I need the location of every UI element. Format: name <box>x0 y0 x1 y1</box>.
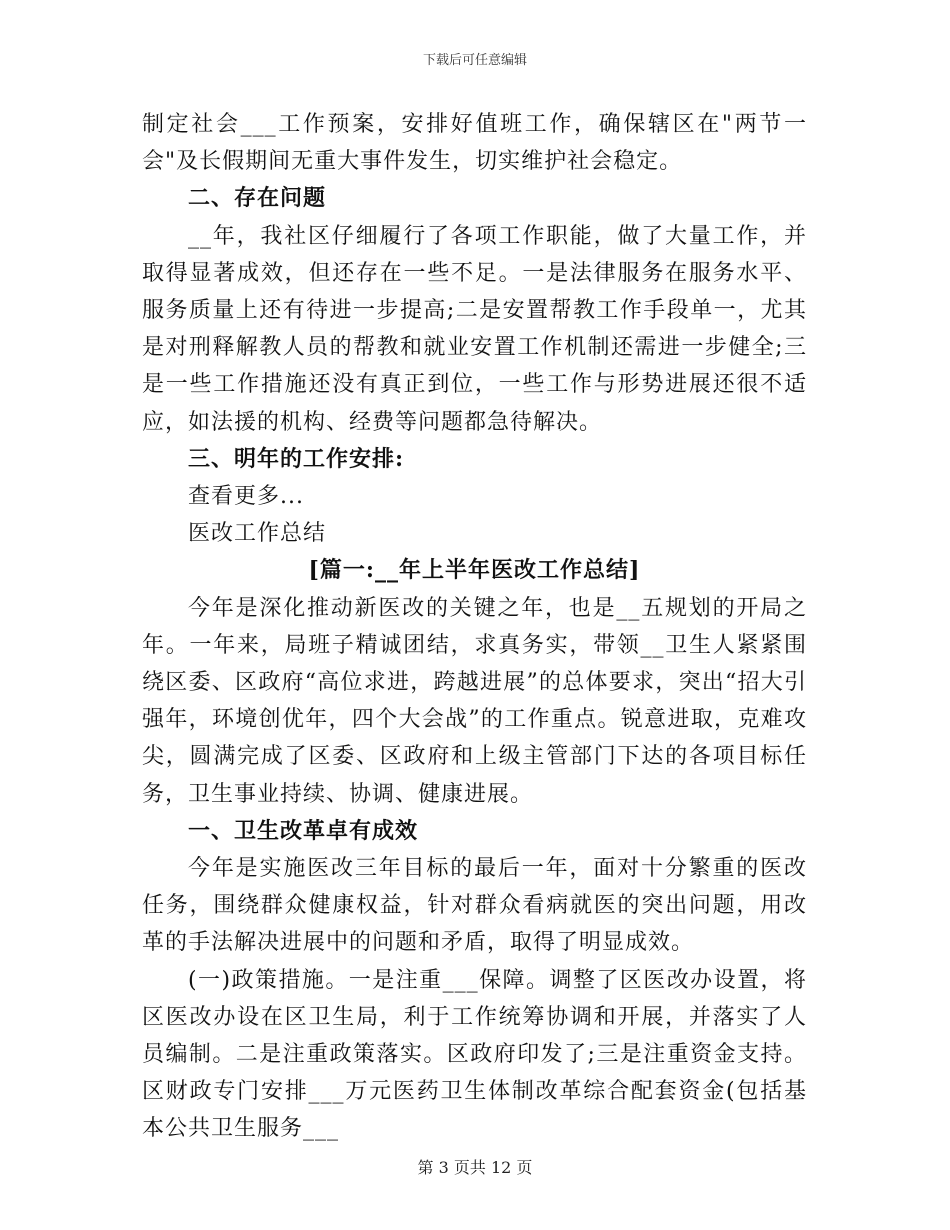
page-header: 下载后可任意编辑 <box>422 53 527 68</box>
paragraph-reform: 今年是实施医改三年目标的最后一年，面对十分繁重的医改任务，围绕群众健康权益，针对群众看病就医的突出问题，用改革的手法解决进展中的问题和矛盾，取得了明显成效。 <box>142 856 807 956</box>
section-heading-problems: 二、存在问题 <box>188 185 327 212</box>
paragraph-intro: 制定社会___工作预案，安排好值班工作，确保辖区在"两节一会"及长假期间无重大事件发生，切实维护社会稳定。 <box>142 112 807 175</box>
section-heading-next-year: 三、明年的工作安排: <box>188 445 405 472</box>
document-body <box>142 106 807 1148</box>
see-more-text: 查看更多... <box>188 484 304 510</box>
paragraph-problems: __年，我社区仔细履行了各项工作职能，做了大量工作，并取得显著成效，但还存在一些不足。一是法律服务在服务水平、服务质量上还有待进一步提高;二是安置帮教工作手段单一，尤其是对刑释解教人员的帮教和就业安置工作机制还需进一步健全;三是一些工作措施还没有真正到位，一些工作与形势进展还很不适应，如法援的机构、经费等问题都急待解决。 <box>142 223 807 435</box>
section-heading-reform: 一、卫生改革卓有成效 <box>188 817 419 844</box>
paragraph-overview: 今年是深化推动新医改的关键之年，也是__五规划的开局之年。一年来，局班子精诚团结，求真务实，带领__卫生人紧紧围绕区委、区政府“高位求进，跨越进展”的总体要求，突出“招大引强年，环境创优年，四个大会战”的工作重点。锐意进取，克难攻尖，圆满完成了区委、区政府和上级主管部门下达的各项目标任务，卫生事业持续、协调、健康进展。 <box>142 595 807 807</box>
document-subtitle: 医改工作总结 <box>188 521 327 547</box>
article-title: [篇一:__年上半年医改工作总结] <box>308 557 641 584</box>
page-footer: 第 3 页共 12 页 <box>417 1158 533 1177</box>
paragraph-policy-measures: (一)政策措施。一是注重___保障。调整了区医改办设置，将区医改办设在区卫生局，利于工作统筹协调和开展，并落实了人员编制。二是注重政策落实。区政府印发了;三是注重资金支持。区财政专门安排___万元医药卫生体制改革综合配套资金(包括基本公共卫生服务___ <box>142 967 807 1142</box>
